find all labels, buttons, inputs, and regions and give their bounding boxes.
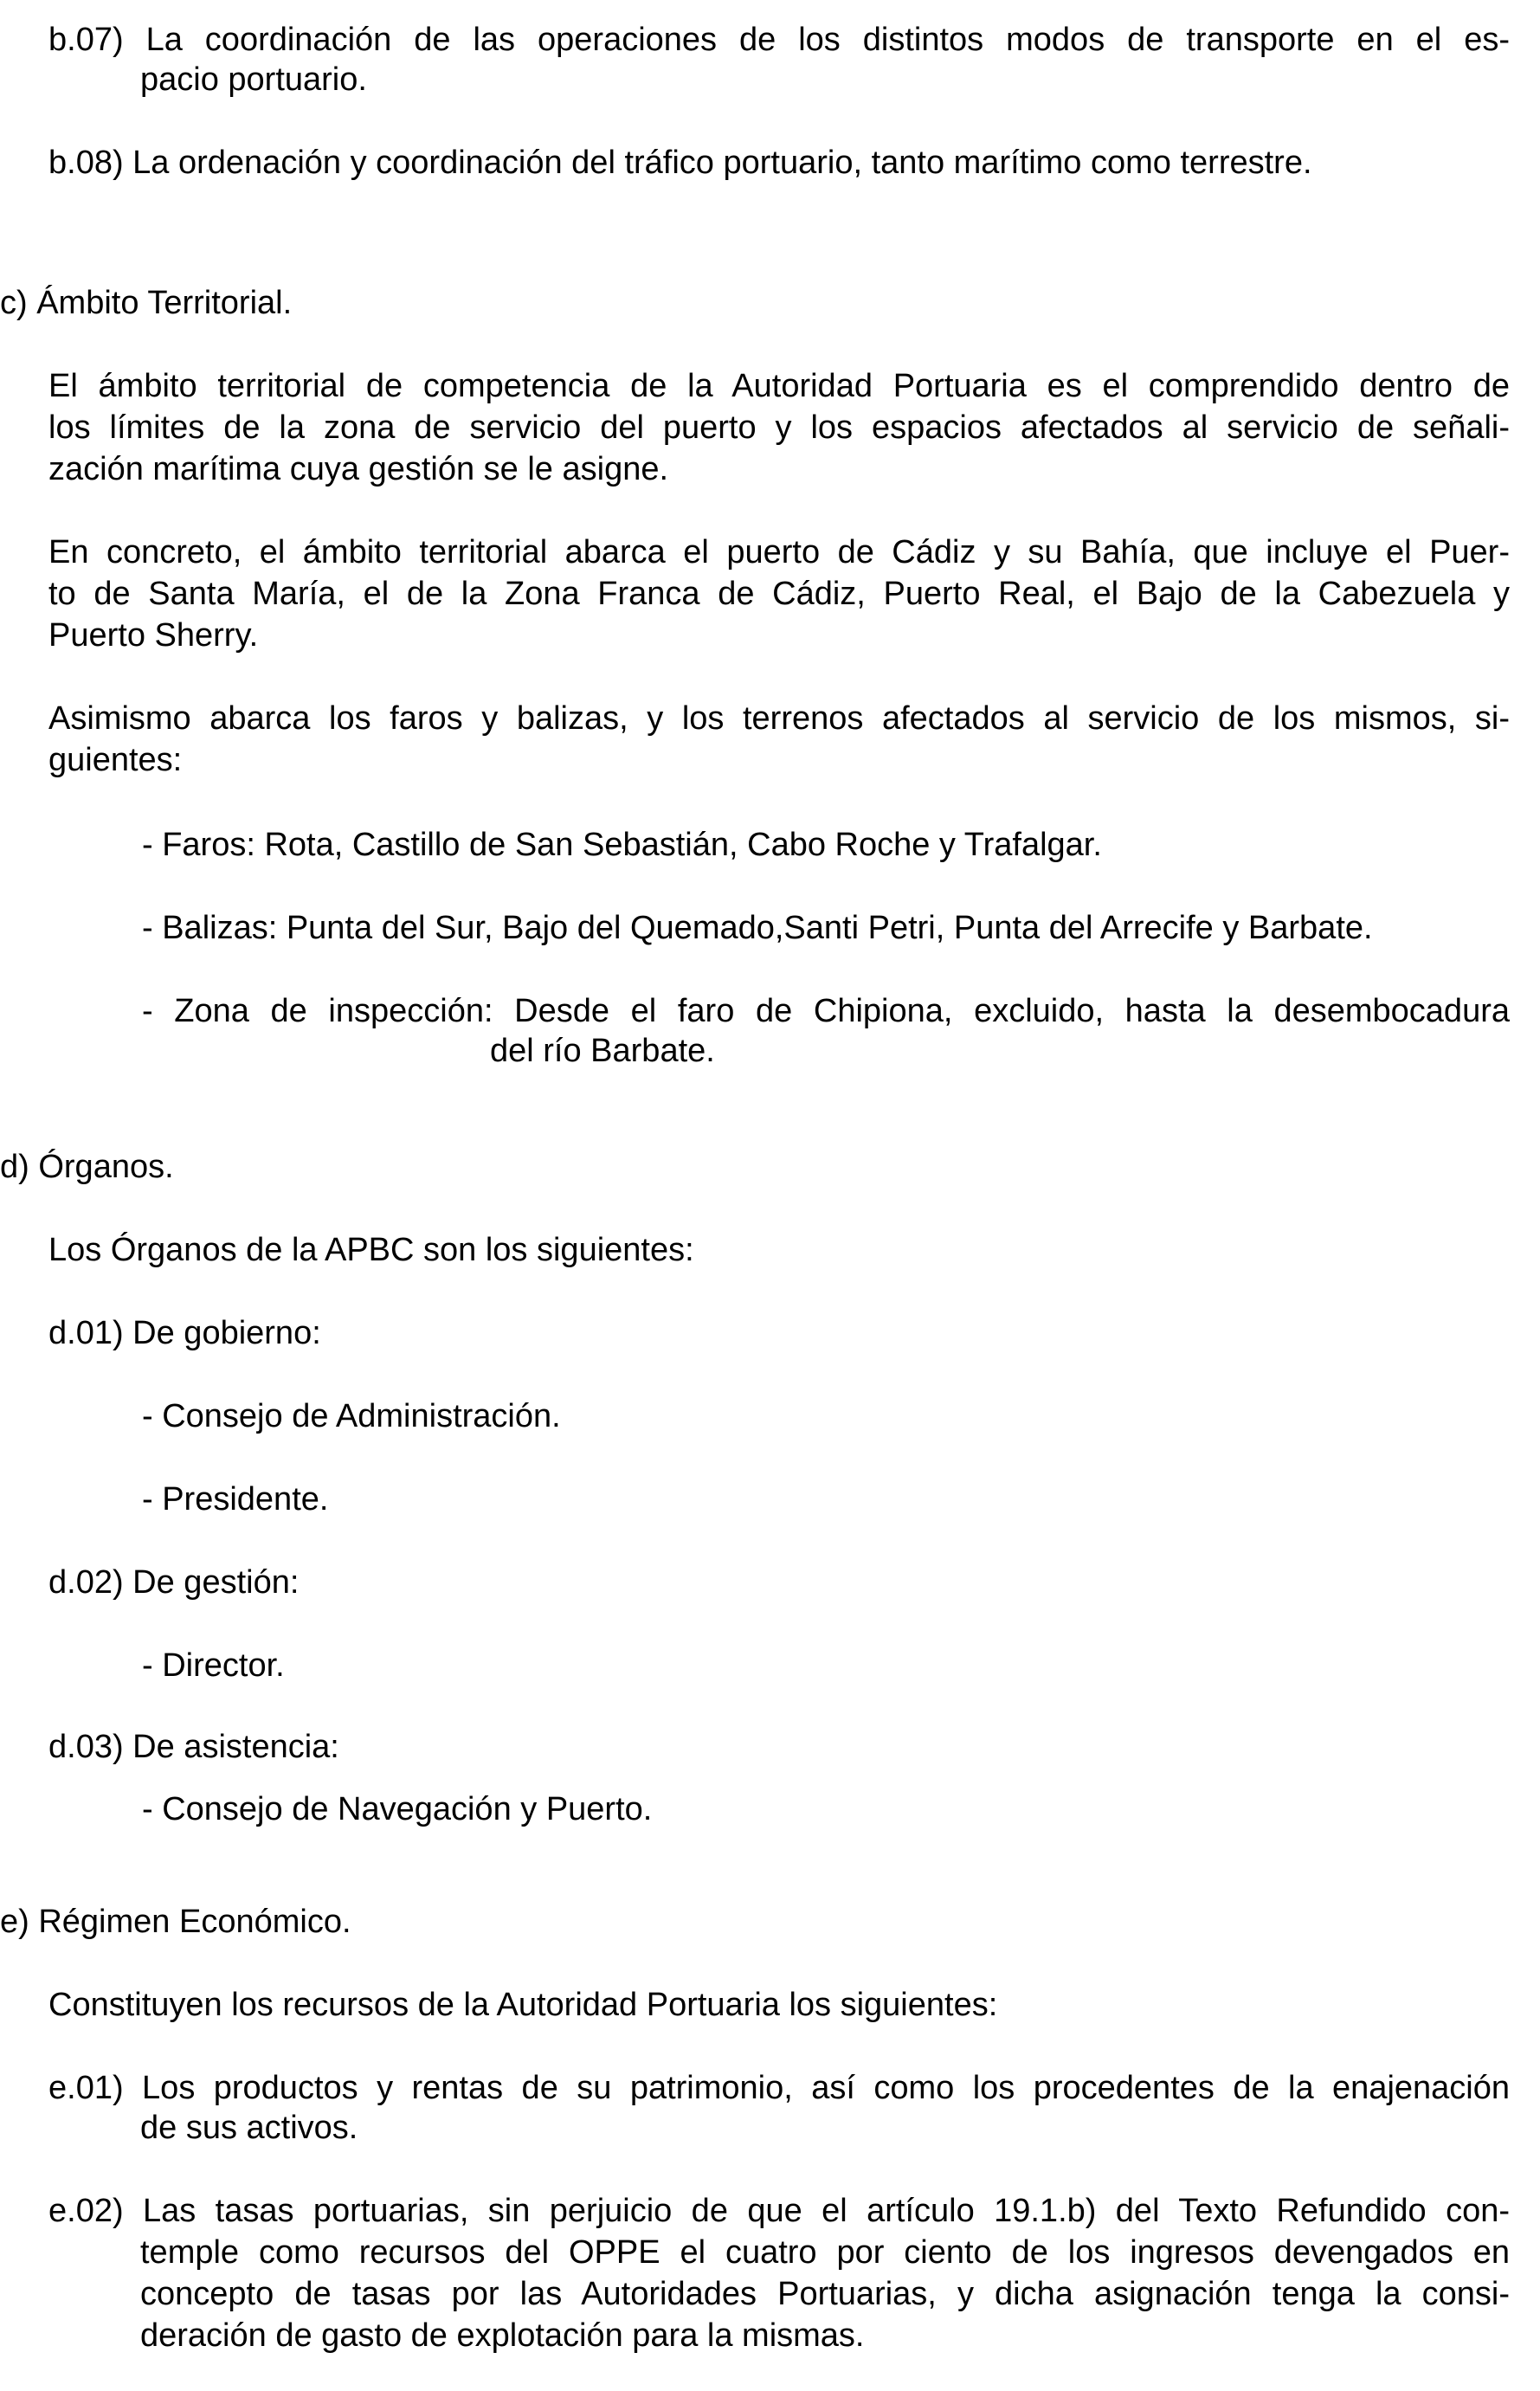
section-c-paragraph-1-line-1: El ámbito territorial de competencia de la Autoridad Portuaria es el comprendido dentro de bbox=[48, 368, 1510, 404]
faros-item: - Faros: Rota, Castillo de San Sebastián, Cabo Roche y Trafalgar. bbox=[142, 827, 1102, 863]
item-d02-director: - Director. bbox=[142, 1647, 285, 1684]
zona-inspeccion-line-1: - Zona de inspección: Desde el faro de Chipiona, excluido, hasta la desembocadura bbox=[142, 993, 1510, 1029]
item-b07 bbox=[48, 19, 1510, 61]
item-e02-line-2: temple como recursos del OPPE el cuatro por ciento de los ingresos devengados en bbox=[140, 2234, 1510, 2271]
item-d02: d.02) De gestión: bbox=[48, 1564, 300, 1601]
section-c-paragraph-3-line-2: guientes: bbox=[48, 742, 183, 778]
item-d03-consejo-navegacion: - Consejo de Navegación y Puerto. bbox=[142, 1791, 653, 1827]
section-e-heading: e) Régimen Económico. bbox=[0, 1904, 351, 1940]
item-b07-line-1: b.07) La coordinación de las operaciones de los distintos modos de transporte en el es- bbox=[48, 22, 1510, 58]
section-c-paragraph-1 bbox=[48, 365, 1510, 490]
balizas-item: - Balizas: Punta del Sur, Bajo del Quemado,Santi Petri, Punta del Arrecife y Barbate. bbox=[142, 910, 1373, 946]
item-d01-presidente: - Presidente. bbox=[142, 1481, 329, 1518]
section-e-intro: Constituyen los recursos de la Autoridad Portuaria los siguientes: bbox=[48, 1987, 998, 2023]
section-c-paragraph-1-line-3: zación marítima cuya gestión se le asigne. bbox=[48, 451, 669, 487]
section-c-paragraph-2 bbox=[48, 532, 1510, 656]
zona-inspeccion-line-2: del río Barbate. bbox=[490, 1033, 715, 1069]
zona-inspeccion-item bbox=[142, 990, 1510, 1032]
item-d03: d.03) De asistencia: bbox=[48, 1729, 339, 1765]
item-e02-line-4: deración de gasto de explotación para la mismas. bbox=[140, 2317, 865, 2354]
item-e02-first-line bbox=[48, 2190, 1510, 2232]
item-e02-line-1: e.02) Las tasas portuarias, sin perjuicio de que el artículo 19.1.b) del Texto Refundido con- bbox=[48, 2193, 1510, 2229]
item-b07-line-2: pacio portuario. bbox=[140, 61, 367, 98]
item-d01: d.01) De gobierno: bbox=[48, 1315, 321, 1351]
item-e01 bbox=[48, 2067, 1510, 2109]
item-e01-line-1: e.01) Los productos y rentas de su patrimonio, así como los procedentes de la enajenación bbox=[48, 2070, 1510, 2106]
item-d01-consejo: - Consejo de Administración. bbox=[142, 1398, 561, 1434]
section-c-paragraph-3-line-1: Asimismo abarca los faros y balizas, y los terrenos afectados al servicio de los mismos, si- bbox=[48, 700, 1510, 737]
section-c-paragraph-2-line-1: En concreto, el ámbito territorial abarca el puerto de Cádiz y su Bahía, que incluye el Puer- bbox=[48, 534, 1510, 570]
section-c-paragraph-3 bbox=[48, 698, 1510, 781]
section-c-paragraph-2-line-3: Puerto Sherry. bbox=[48, 617, 259, 654]
item-e01-line-2: de sus activos. bbox=[140, 2110, 358, 2146]
section-c-paragraph-2-line-2: to de Santa María, el de la Zona Franca de Cádiz, Puerto Real, el Bajo de la Cabezuela y bbox=[48, 576, 1510, 612]
section-d-heading: d) Órganos. bbox=[0, 1149, 174, 1185]
section-c-paragraph-1-line-2: los límites de la zona de servicio del puerto y los espacios afectados al servicio de señali- bbox=[48, 409, 1510, 446]
section-c-heading: c) Ámbito Territorial. bbox=[0, 285, 293, 321]
section-d-intro: Los Órganos de la APBC son los siguientes: bbox=[48, 1232, 694, 1268]
item-e02-line-3: concepto de tasas por las Autoridades Portuarias, y dicha asignación tenga la consi- bbox=[140, 2276, 1510, 2312]
item-b08: b.08) La ordenación y coordinación del tráfico portuario, tanto marítimo como terrestre. bbox=[48, 145, 1312, 181]
item-e02-continuation bbox=[140, 2232, 1510, 2356]
